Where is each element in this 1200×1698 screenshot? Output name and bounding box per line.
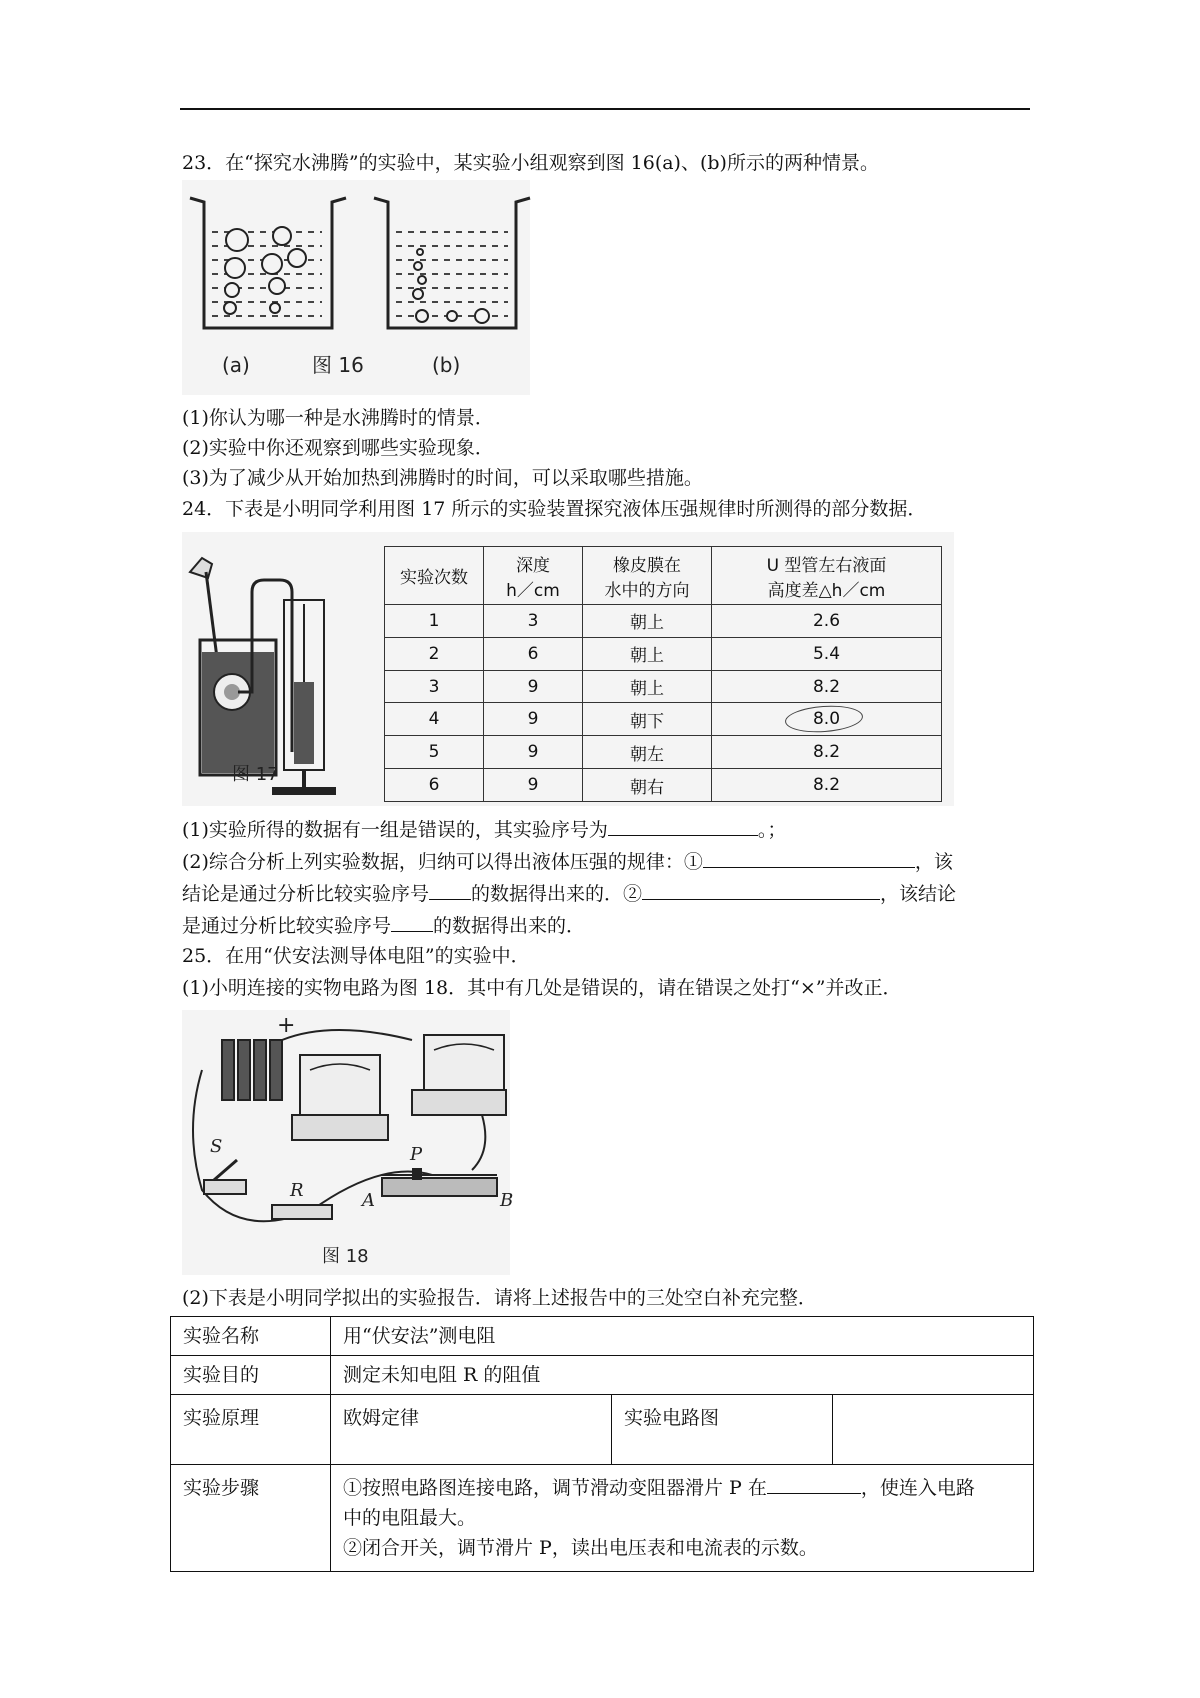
table-header: 深度 h／cm [484, 547, 583, 605]
q24-q2-text: 结论是通过分析比较实验序号 [182, 883, 430, 905]
step-1-text: ①按照电路图连接电路，调节滑动变阻器滑片 P 在 [343, 1477, 767, 1499]
answer-blank[interactable] [429, 879, 471, 900]
table-cell: 5 [385, 736, 484, 769]
terminal-b-label: B [500, 1190, 514, 1211]
answer-blank[interactable] [391, 911, 433, 932]
report-label: 实验电路图 [612, 1395, 833, 1465]
table-cell: 朝右 [583, 769, 712, 802]
table-cell: 朝下 [583, 703, 712, 736]
table-cell: 8.2 [712, 736, 942, 769]
q24-q2-text: (2)综合分析上列实验数据，归纳可以得出液体压强的规律：① [182, 851, 703, 873]
report-label: 实验目的 [171, 1356, 331, 1395]
slider-label: P [410, 1144, 423, 1165]
table-cell: 朝上 [583, 605, 712, 638]
fig16-label-b: (b) [432, 353, 461, 377]
report-value: 用“伏安法”测电阻 [331, 1317, 1034, 1356]
pressure-data-table [384, 546, 942, 802]
table-row [385, 637, 942, 670]
q25-stem: 25．在用“伏安法测导体电阻”的实验中． [182, 945, 530, 967]
switch-label: S [210, 1136, 223, 1157]
q24-q2-suffix: ，该结论 [880, 883, 957, 905]
table-cell: 9 [484, 769, 583, 802]
table-cell: 3 [484, 605, 583, 638]
report-value: 欧姆定律 [331, 1395, 612, 1465]
q24-question-2-line1 [182, 847, 953, 875]
report-steps [331, 1465, 1034, 1572]
table-header: U 型管左右液面 高度差△h／cm [712, 547, 942, 605]
table-row [385, 605, 942, 638]
q24-question-2-line2 [182, 879, 956, 907]
table-cell: 朝左 [583, 736, 712, 769]
circuit-illustration [182, 1010, 514, 1275]
figure-16 [182, 180, 530, 395]
terminal-a-label: A [362, 1190, 375, 1211]
fig16-label-a: (a) [222, 353, 250, 377]
circuit-diagram-cell[interactable] [833, 1395, 1034, 1465]
q24-q1-text: (1)实验所得的数据有一组是错误的，其实验序号为 [182, 819, 608, 841]
resistor-label: R [290, 1180, 304, 1201]
report-value: 测定未知电阻 R 的阻值 [331, 1356, 1034, 1395]
answer-blank[interactable] [642, 879, 880, 900]
q24-q2-suffix: ，该 [914, 851, 953, 873]
table-row [385, 769, 942, 802]
table-cell-circled [712, 703, 942, 736]
table-header: 实验次数 [385, 547, 484, 605]
q24-question-2-line3 [182, 911, 585, 939]
report-label: 实验原理 [171, 1395, 331, 1465]
q24-question-1 [182, 815, 786, 843]
step-1-suffix: ，使连入电路 [860, 1477, 975, 1499]
beakers-illustration [182, 180, 530, 395]
table-cell: 8.2 [712, 769, 942, 802]
q23-item-1: (1)你认为哪一种是水沸腾时的情景． [182, 407, 494, 429]
q23-item-2: (2)实验中你还观察到哪些实验现象． [182, 437, 494, 459]
table-cell: 9 [484, 670, 583, 703]
table-cell: 5.4 [712, 637, 942, 670]
q24-stem: 24．下表是小明同学利用图 17 所示的实验装置探究液体压强规律时所测得的部分数据． [182, 498, 927, 520]
table-row [385, 736, 942, 769]
battery-plus-mark: + [277, 1013, 296, 1038]
experiment-report-table [170, 1316, 1034, 1572]
fig17-caption: 图 17 [232, 764, 279, 785]
pressure-gauge-apparatus [182, 532, 412, 806]
q25-item-2: (2)下表是小明同学拟出的实验报告．请将上述报告中的三处空白补充完整． [182, 1287, 817, 1309]
q24-q1-suffix: 。； [757, 819, 787, 841]
table-row [171, 1465, 1034, 1572]
figure-17 [182, 532, 954, 806]
table-cell: 6 [385, 769, 484, 802]
table-row [385, 670, 942, 703]
header-rule [180, 108, 1030, 110]
table-row [171, 1395, 1034, 1465]
table-row [171, 1317, 1034, 1356]
step-1 [343, 1473, 1021, 1503]
answer-blank[interactable] [608, 815, 758, 836]
answer-blank[interactable] [767, 1473, 861, 1494]
table-cell: 2 [385, 637, 484, 670]
q23-item-3: (3)为了减少从开始加热到沸腾时的时间，可以采取哪些措施。 [182, 467, 703, 489]
table-cell: 1 [385, 605, 484, 638]
fig18-caption: 图 18 [322, 1246, 369, 1267]
table-cell: 9 [484, 703, 583, 736]
step-2: ②闭合开关，调节滑片 P，读出电压表和电流表的示数。 [343, 1537, 818, 1559]
fig16-caption: 图 16 [312, 353, 364, 377]
table-row [385, 703, 942, 736]
table-cell: 4 [385, 703, 484, 736]
table-cell: 朝上 [583, 670, 712, 703]
report-label: 实验名称 [171, 1317, 331, 1356]
table-cell: 3 [385, 670, 484, 703]
table-header: 橡皮膜在 水中的方向 [583, 547, 712, 605]
answer-blank[interactable] [703, 847, 915, 868]
q24-q2-suffix: 的数据得出来的． [433, 915, 586, 937]
figure-18 [182, 1010, 514, 1275]
table-cell: 6 [484, 637, 583, 670]
table-row [171, 1356, 1034, 1395]
q24-q2-text: 的数据得出来的．② [471, 883, 643, 905]
q24-q2-text: 是通过分析比较实验序号 [182, 915, 392, 937]
q23-stem: 23．在“探究水沸腾”的实验中，某实验小组观察到图 16(a)、(b)所示的两种情景。 [182, 152, 879, 174]
table-cell: 9 [484, 736, 583, 769]
report-label: 实验步骤 [171, 1465, 331, 1572]
table-cell: 2.6 [712, 605, 942, 638]
table-cell: 朝上 [583, 637, 712, 670]
handwritten-circle-mark [784, 704, 864, 735]
q25-item-1: (1)小明连接的实物电路为图 18．其中有几处是错误的，请在错误之处打“×”并改正． [182, 977, 902, 999]
step-1-cont: 中的电阻最大。 [343, 1507, 477, 1529]
table-cell: 8.2 [712, 670, 942, 703]
table-cell: 8.0 [812, 709, 841, 730]
